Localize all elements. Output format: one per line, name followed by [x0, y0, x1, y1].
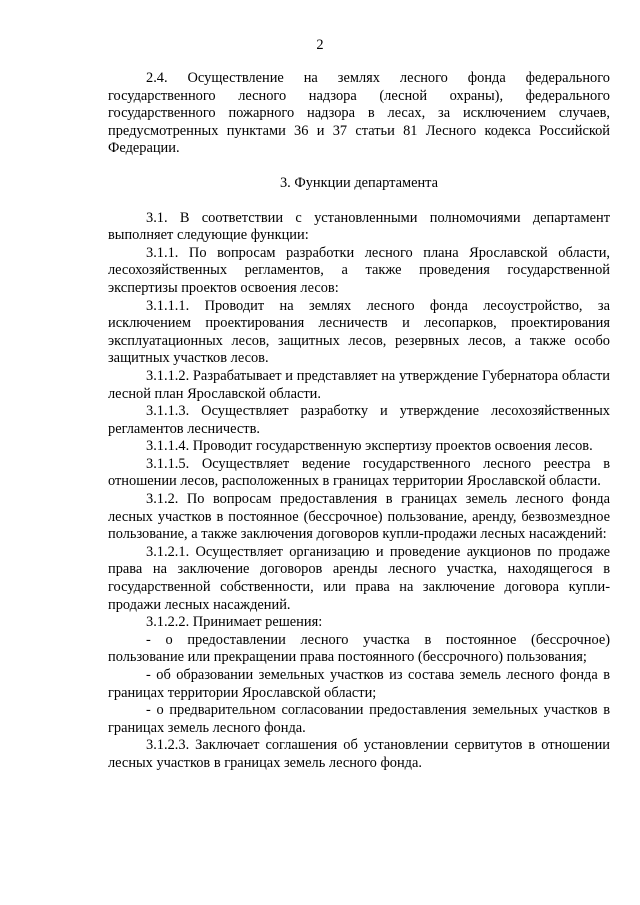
paragraph-3-1: 3.1. В соответствии с установленными полномочиями департамент выполняет следующие функции: [108, 209, 610, 244]
paragraph-3-1-1-4: 3.1.1.4. Проводит государственную экспертизу проектов освоения лесов. [146, 438, 593, 455]
paragraph-3-1-2-1: 3.1.2.1. Осуществляет организацию и проведение аукционов по продаже права на заключение договоров аренды лесного участка, находящегося в государственной собственности, или права на заключение договора купли-продажи лесных насаждений. [108, 543, 610, 613]
paragraph-3-1-1: 3.1.1. По вопросам разработки лесного плана Ярославской области, лесохозяйственных регламентов, а также проведения государственной экспертизы проектов освоения лесов: [108, 244, 610, 296]
paragraph-2-4: 2.4. Осуществление на землях лесного фонда федерального государственного лесного надзора (лесной охраны), федерального государственного пожарного надзора в лесах, за исключением случаев, предусмотренных пунктами 36 и 37 статьи 81 Лесного кодекса Российской Федерации. [108, 70, 610, 157]
paragraph-3-1-1-1: 3.1.1.1. Проводит на землях лесного фонда лесоустройство, за исключением проектирования лесничеств и лесопарков, проектирования эксплуатационных лесов, защитных лесов, резервных лесов, а также особо защитных участков лесов. [108, 297, 610, 367]
list-item-preliminary-approval: - о предварительном согласовании предоставления земельных участков в границах земель лесного фонда. [108, 702, 610, 736]
paragraph-3-1-1-3: 3.1.1.3. Осуществляет разработку и утверждение лесохозяйственных регламентов лесничеств. [108, 403, 610, 437]
paragraph-3-1-1-5: 3.1.1.5. Осуществляет ведение государственного лесного реестра в отношении лесов, расположенных в границах территории Ярославской области. [108, 455, 610, 490]
paragraph-3-1-2-2: 3.1.2.2. Принимает решения: [146, 614, 323, 631]
document-body [108, 70, 610, 773]
list-item-permanent-use: - о предоставлении лесного участка в постоянное (бессрочное) пользование или прекращении права постоянного (бессрочного) пользования; [108, 631, 610, 666]
list-item-land-formation: - об образовании земельных участков из состава земель лесного фонда в границах территории Ярославской области; [108, 667, 610, 701]
paragraph-3-1-2-3: 3.1.2.3. Заключает соглашения об установлении сервитутов в отношении лесных участков в границах земель лесного фонда. [108, 737, 610, 771]
section-heading: 3. Функции департамента [279, 174, 439, 191]
page-number: 2 [316, 37, 324, 53]
paragraph-3-1-2: 3.1.2. По вопросам предоставления в границах земель лесного фонда лесных участков в постоянное (бессрочное) пользование, аренду, безвозмездное пользование, а также заключения договоров купли-продажи лесных насаждений: [108, 491, 610, 543]
paragraph-3-1-1-2: 3.1.1.2. Разрабатывает и представляет на утверждение Губернатора области лесной план Ярославской области. [108, 367, 610, 402]
